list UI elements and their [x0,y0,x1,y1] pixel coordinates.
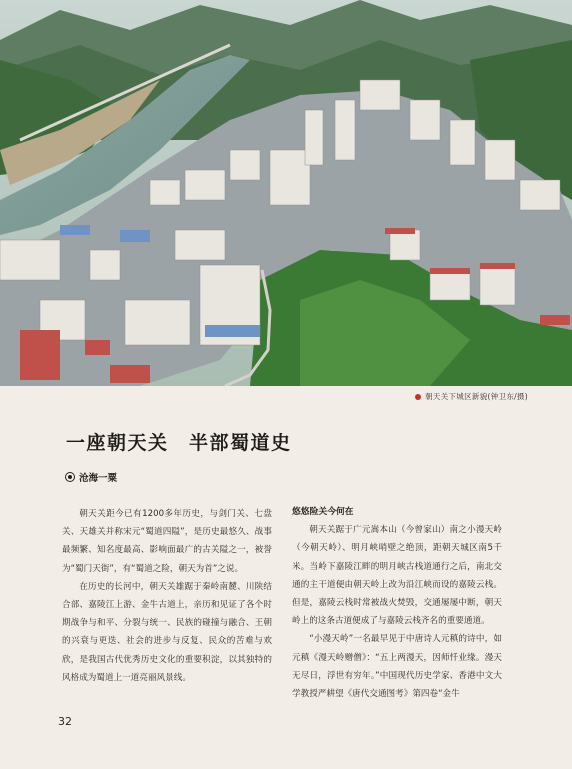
author-line [66,470,117,484]
paragraph: 朝天关距今已有1200多年历史，与剑门关、七盘关、天雄关并称宋元“蜀道四隘”，是历史最悠久、战事最频繁、知名度最高、影响面最广的古关隘之一，被誉为“蜀门天街”，有“蜀道之险，朝天为首”之说。 [62,509,272,574]
paragraph: 朝天关踞于广元嵩本山（今曾家山）南之小漫天岭（今朝天岭）、明月峡哨壁之绝顶，距朝天城区南5千米。当岭下嘉陵江畔的明月峡古栈道通行之后，南北交通的主干道便由朝天岭上改为沿江峡而设的嘉陵云栈。但是，嘉陵云栈时常被战火焚毁，交通屡屡中断，朝天岭上的这条古道便成了与嘉陵云栈齐名的重要通道。 [292,525,502,627]
section-heading: 悠悠险关今何在 [292,507,354,517]
page-number: 32 [58,715,72,728]
caption-text: 朝天关下城区新貌(钟卫东/摄) [425,392,528,401]
author-name: 沧海一粟 [79,473,118,484]
left-column [62,505,272,687]
article-title: 一座朝天关 半部蜀道史 [66,432,292,454]
paragraph: “小漫天岭”一名最早见于中唐诗人元稹的诗中，如元稹《漫天岭赠僧》：“五上两漫天，因师忏业缘。漫天无尽日，浮世有穷年。”中国现代历史学家、香港中文大学教授严耕望《唐代交通图考》第四卷“金牛 [292,634,502,700]
author-bullet-icon [66,473,74,481]
caption-dot-icon [415,394,421,400]
right-column [292,503,502,703]
paragraph: 在历史的长河中，朝天关雄踞于秦岭南麓、川陕结合部、嘉陵江上游、金牛古道上，亲历和见证了各个时期战争与和平、分裂与统一、民族的碰撞与融合、王朝的兴衰与更迭、社会的进步与反复、民众的苦难与欢欣，是我国古代优秀历史文化的重要积淀，以其独特的风格成为蜀道上一道亮丽风景线。 [62,581,272,683]
photo-caption [415,391,528,402]
